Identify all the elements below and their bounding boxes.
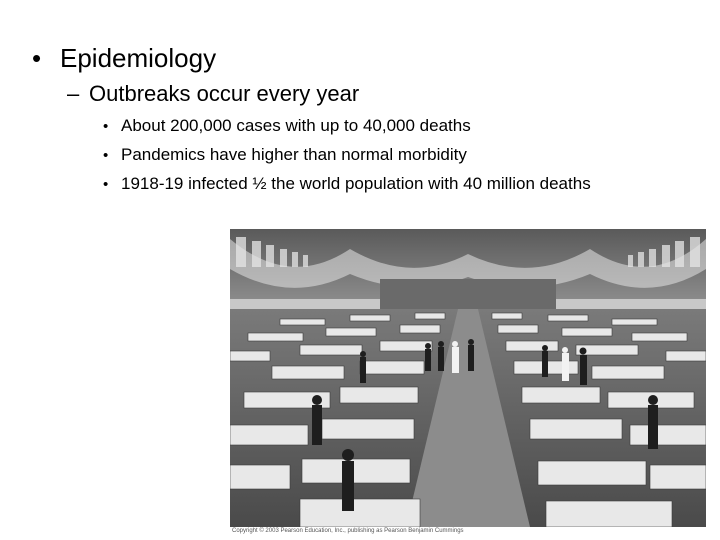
bullet-marker: • (32, 43, 42, 73)
bullet-text-1918: 1918-19 infected ½ the world population with 40 million deaths (121, 174, 591, 193)
subheading-outbreaks: Outbreaks occur every year (89, 81, 360, 106)
bullet-level3-item (103, 145, 467, 165)
dash-marker: – (67, 81, 80, 106)
photo-credit-caption: Copyright © 2003 Pearson Education, Inc., publishing as Pearson Benjamin Cummings (232, 528, 464, 534)
ward-photo-illustration (230, 229, 706, 527)
bullet-level2 (67, 81, 359, 107)
bullet-level3-item (103, 116, 471, 136)
bullet-text-pandemics: Pandemics have higher than normal morbidity (121, 145, 467, 164)
heading-epidemiology: Epidemiology (60, 43, 217, 73)
bullet-marker: • (103, 118, 109, 135)
bullet-level3-item (103, 174, 591, 194)
bullet-level1 (32, 43, 216, 74)
bullet-text-cases: About 200,000 cases with up to 40,000 deaths (121, 116, 471, 135)
bullet-marker: • (103, 176, 109, 193)
ward-photograph (230, 229, 706, 527)
bullet-marker: • (103, 147, 109, 164)
